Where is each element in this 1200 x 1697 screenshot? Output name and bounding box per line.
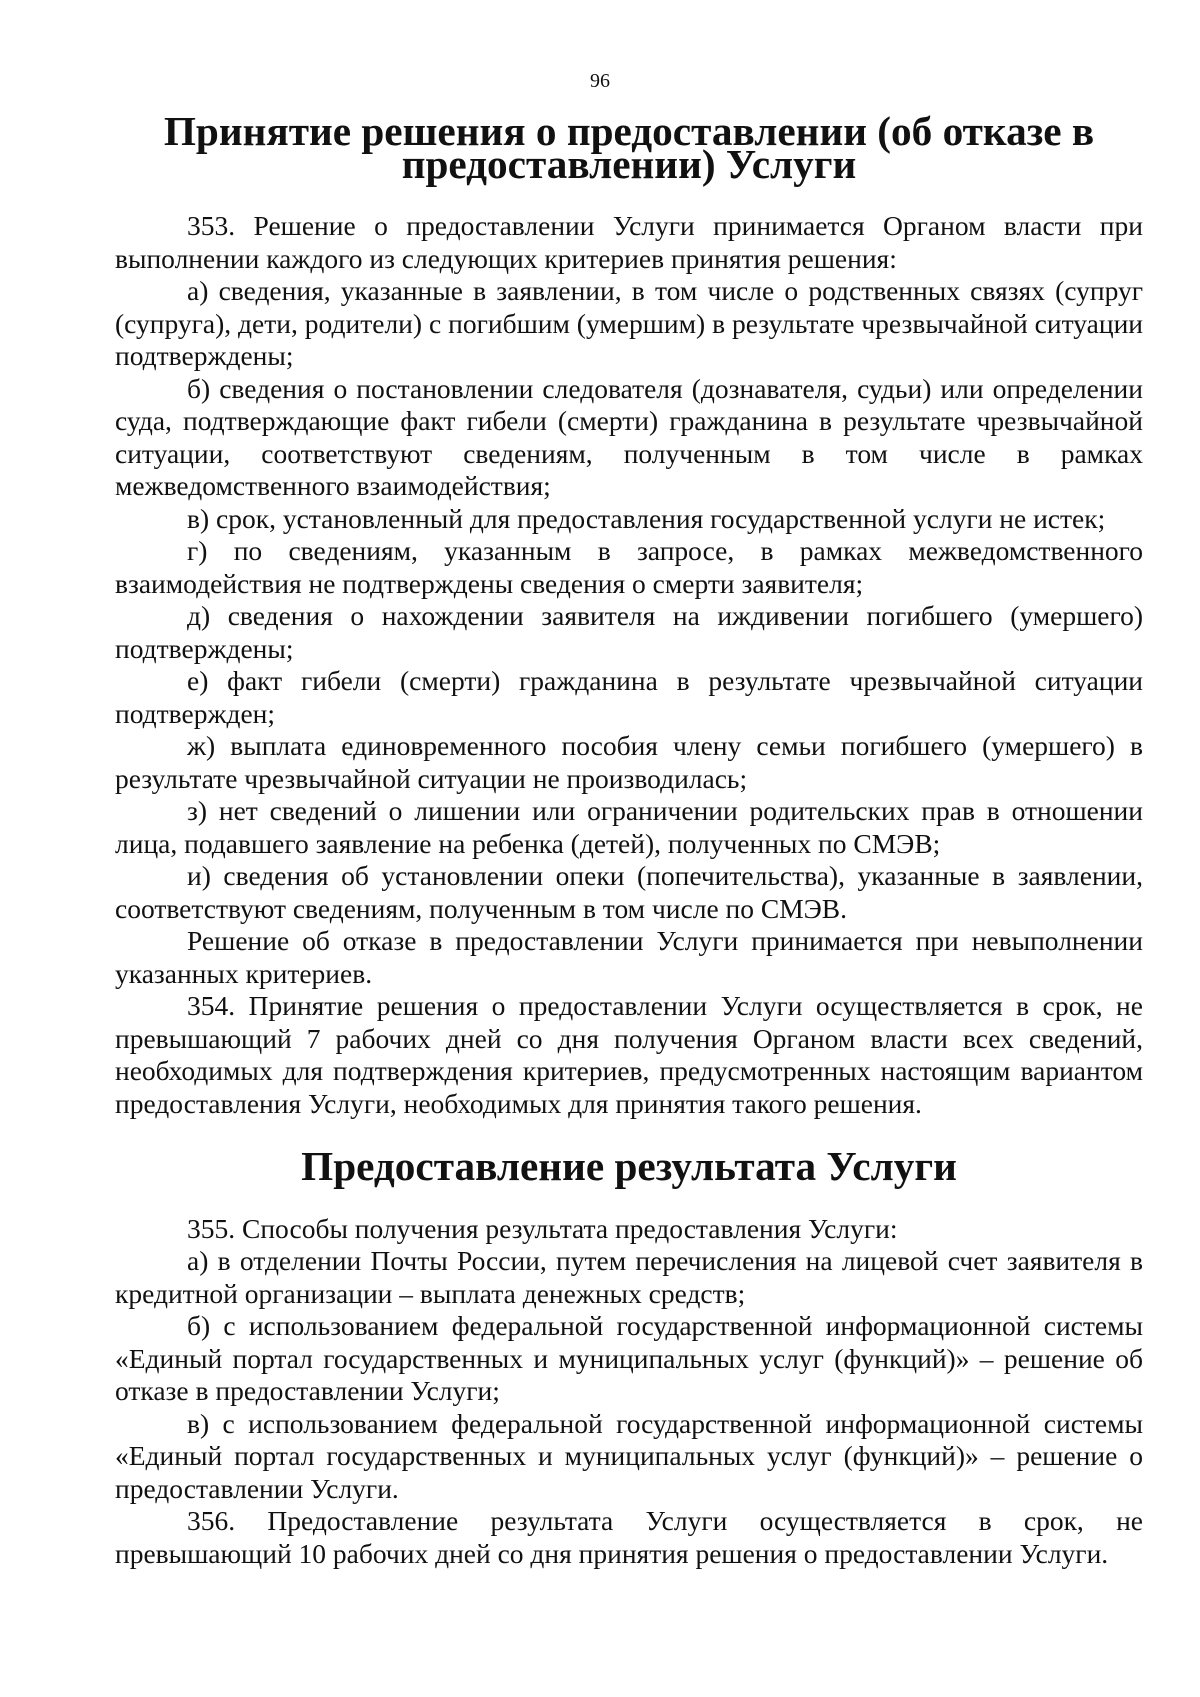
document-body xyxy=(115,108,1143,1570)
paragraph-353: 353. Решение о предоставлении Услуги принимается Органом власти при выполнении каждого из следующих критериев принятия решения: xyxy=(115,210,1143,274)
criterion-i: и) сведения об установлении опеки (попечительства), указанные в заявлении, соответствуют сведениям, полученным в том числе по СМЭВ. xyxy=(115,860,1143,924)
page-number: 96 xyxy=(590,70,610,92)
criterion-e: е) факт гибели (смерти) гражданина в результате чрезвычайной ситуации подтвержден; xyxy=(115,665,1143,729)
paragraph-355: 355. Способы получения результата предоставления Услуги: xyxy=(187,1212,898,1244)
section-heading-decision: Принятие решения о предоставлении (об отказе в предоставлении) Услуги xyxy=(163,108,1095,187)
paragraph-356: 356. Предоставление результата Услуги осуществляется в срок, не превышающий 10 рабочих дней со дня принятия решения о предоставлении Услуги. xyxy=(115,1505,1143,1569)
method-b: б) с использованием федеральной государственной информационной системы «Единый портал государственных и муниципальных услуг (функций)» – решение об отказе в предоставлении Услуги; xyxy=(115,1310,1143,1406)
method-a: а) в отделении Почты России, путем перечисления на лицевой счет заявителя в кредитной организации – выплата денежных средств; xyxy=(115,1245,1143,1309)
criterion-v: в) срок, установленный для предоставления государственной услуги не истек; xyxy=(187,502,1106,534)
section-heading-result: Предоставление результата Услуги xyxy=(301,1143,957,1189)
criterion-z: з) нет сведений о лишении или ограничении родительских прав в отношении лица, подавшего заявление на ребенка (детей), полученных по СМЭВ; xyxy=(115,795,1143,859)
criterion-a: а) сведения, указанные в заявлении, в том числе о родственных связях (супруг (супруга), дети, родители) с погибшим (умершим) в результате чрезвычайной ситуации подтверждены; xyxy=(115,275,1143,371)
criterion-g: г) по сведениям, указанным в запросе, в рамках межведомственного взаимодействия не подтверждены сведения о смерти заявителя; xyxy=(115,535,1143,599)
criterion-b: б) сведения о постановлении следователя (дознавателя, судьи) или определении суда, подтверждающие факт гибели (смерти) гражданина в результате чрезвычайной ситуации, соответствуют сведениям, полученным в том числе в рамках межведомственного взаимодействия; xyxy=(115,372,1143,501)
paragraph-354: 354. Принятие решения о предоставлении Услуги осуществляется в срок, не превышающий 7 рабочих дней со дня получения Органом власти всех сведений, необходимых для подтверждения критериев, предусмотренных настоящим вариантом предоставления Услуги, необходимых для принятия такого решения. xyxy=(115,990,1143,1119)
criterion-zh: ж) выплата единовременного пособия члену семьи погибшего (умершего) в результате чрезвычайной ситуации не производилась; xyxy=(115,730,1143,794)
refusal-paragraph: Решение об отказе в предоставлении Услуги принимается при невыполнении указанных критериев. xyxy=(115,925,1143,989)
criterion-d: д) сведения о нахождении заявителя на иждивении погибшего (умершего) подтверждены; xyxy=(115,600,1143,664)
method-v: в) с использованием федеральной государственной информационной системы «Единый портал государственных и муниципальных услуг (функций)» – решение о предоставлении Услуги. xyxy=(115,1407,1143,1504)
